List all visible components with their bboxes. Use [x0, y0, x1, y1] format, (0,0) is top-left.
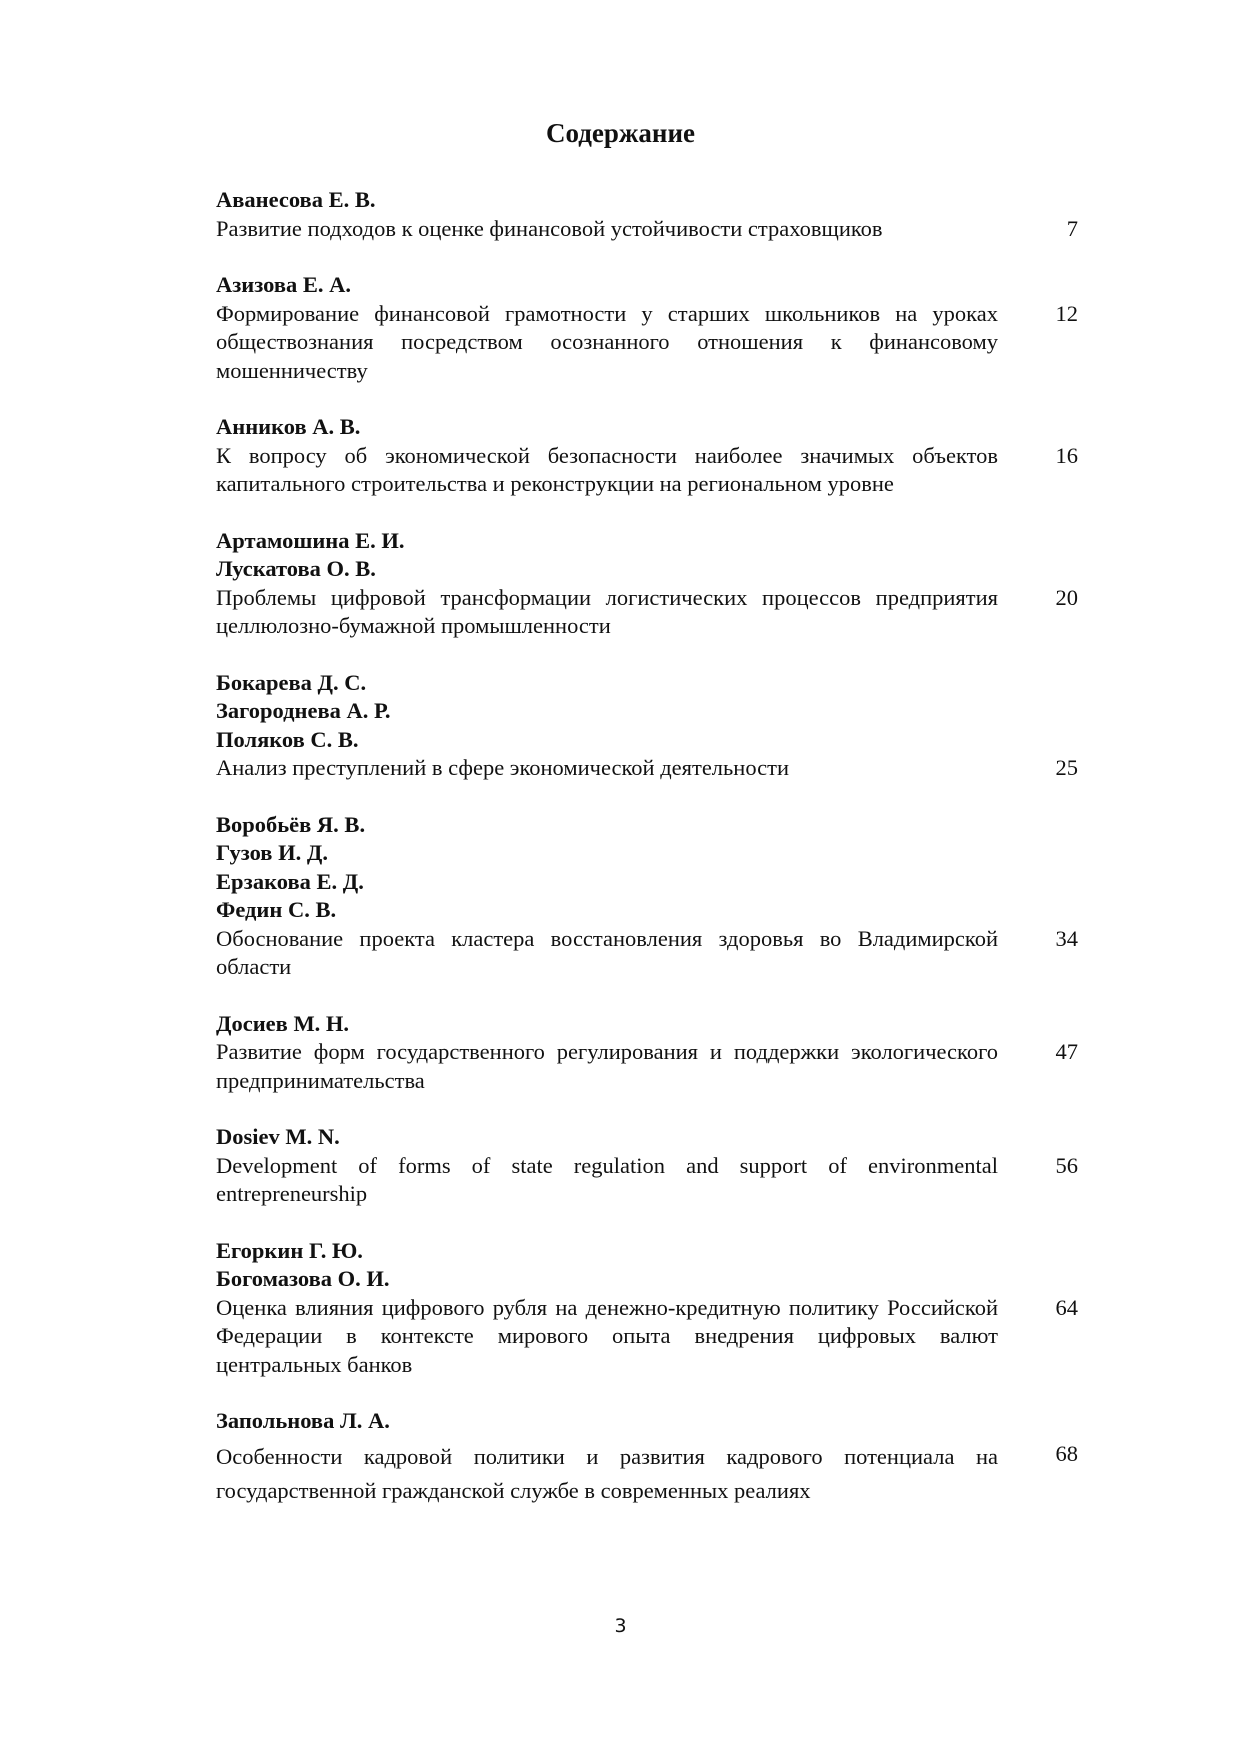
entry-row	[216, 1294, 1078, 1380]
toc-entry	[216, 669, 1078, 783]
entry-author: Запольнова Л. А.	[216, 1408, 390, 1433]
toc-entry	[216, 1010, 1078, 1096]
entry-row	[216, 300, 1078, 386]
toc-entry	[216, 1123, 1078, 1209]
entry-page-number: 12	[1055, 300, 1078, 326]
entry-author: Бокарева Д. С.	[216, 669, 367, 695]
entry-title: К вопросу об экономической безопасности наиболее значимых объектов капитального строительства и реконструкции на региональном уровне	[216, 442, 998, 496]
entry-row	[216, 442, 1078, 499]
toc-entry	[216, 413, 1078, 499]
page-title: Содержание	[545, 118, 696, 148]
entry-page-number: 25	[1055, 755, 1078, 780]
entry-author: Dosiev M. N.	[216, 1124, 340, 1149]
entry-title: Проблемы цифровой трансформации логистических процессов предприятия целлюлозно-бумажной промышленности	[216, 584, 998, 638]
entry-title: Оценка влияния цифрового рубля на денежно-кредитную политику Российской Федерации в контексте мирового опыта внедрения цифровых валют центральных банков	[216, 1294, 998, 1377]
entry-row	[216, 1440, 1078, 1508]
entry-author: Досиев М. Н.	[216, 1010, 350, 1036]
entry-title: Анализ преступлений в сфере экономической деятельности	[216, 755, 790, 780]
entry-page-number: 34	[1055, 925, 1078, 951]
entry-author: Загороднева А. Р.	[216, 698, 391, 723]
entry-title: Development of forms of state regulation and support of environmental entrepreneurship	[216, 1152, 998, 1206]
entry-row	[216, 1152, 1078, 1209]
entry-page-number: 68	[1055, 1440, 1078, 1466]
toc-entry	[216, 811, 1078, 982]
entry-row	[216, 1038, 1078, 1095]
entry-title: Развитие подходов к оценке финансовой устойчивости страховщиков	[216, 215, 883, 241]
entry-author: Воробьёв Я. В.	[216, 811, 366, 837]
entry-row	[216, 584, 1078, 641]
page-number: 3	[614, 1615, 627, 1637]
toc-entry	[216, 1237, 1078, 1380]
entry-author: Ерзакова Е. Д.	[216, 868, 364, 894]
entry-author: Гузов И. Д.	[216, 840, 328, 865]
entry-page-number: 16	[1055, 442, 1078, 468]
entry-page-number: 47	[1055, 1039, 1078, 1064]
toc-entry	[216, 527, 1078, 641]
entry-author: Азизова Е. А.	[216, 272, 352, 297]
toc-entry	[216, 1407, 1078, 1508]
entry-author: Поляков С. В.	[216, 726, 359, 752]
entry-page-number: 20	[1055, 584, 1078, 610]
toc-entry	[216, 271, 1078, 385]
table-of-contents	[216, 186, 1078, 1536]
entry-row	[216, 925, 1078, 982]
entry-title: Особенности кадровой политики и развития кадрового потенциала на государственной гражданской службе в современных реалиях	[216, 1443, 998, 1503]
entry-page-number: 7	[1066, 215, 1078, 241]
entry-title: Развитие форм государственного регулирования и поддержки экологического предпринимательства	[216, 1039, 998, 1093]
entry-author: Анников А. В.	[216, 414, 361, 439]
entry-title: Обоснование проекта кластера восстановления здоровья во Владимирской области	[216, 925, 998, 979]
toc-entry	[216, 186, 1078, 243]
entry-author: Федин С. В.	[216, 897, 337, 922]
entry-author: Артамошина Е. И.	[216, 527, 405, 553]
entry-author: Богомазова О. И.	[216, 1266, 390, 1291]
entry-page-number: 56	[1055, 1152, 1078, 1178]
entry-author: Егоркин Г. Ю.	[216, 1237, 363, 1263]
entry-row	[216, 215, 1078, 244]
entry-author: Аванесова Е. В.	[216, 187, 376, 212]
entry-row	[216, 754, 1078, 783]
entry-title: Формирование финансовой грамотности у старших школьников на уроках обществознания посредством осознанного отношения к финансовому мошенничеству	[216, 300, 998, 383]
entry-author: Лускатова О. В.	[216, 556, 376, 581]
entry-page-number: 64	[1055, 1294, 1078, 1320]
